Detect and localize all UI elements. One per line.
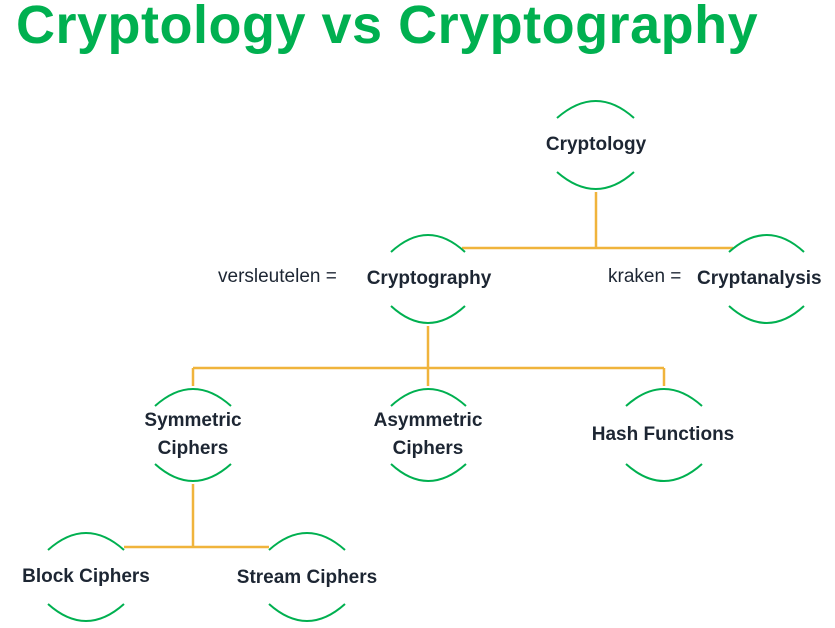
node-cryptology: Cryptology: [545, 134, 647, 155]
node-symmetric-line2: Ciphers: [157, 438, 229, 459]
connector-lines: [124, 192, 733, 547]
arc-stream-top: [269, 533, 345, 550]
arc-hash-bottom: [626, 464, 702, 481]
arc-cryptography-bottom: [391, 306, 465, 323]
node-asymmetric-line2: Ciphers: [392, 438, 464, 459]
arc-asymmetric-top: [391, 389, 466, 406]
prefix-kraken: kraken =: [608, 266, 682, 287]
arc-hash-top: [626, 389, 702, 406]
arc-block-bottom: [48, 604, 124, 621]
node-asymmetric-line1: Asymmetric: [373, 410, 483, 431]
arc-block-top: [48, 533, 124, 550]
page-title: Cryptology vs Cryptography: [16, 0, 759, 55]
node-asymmetric-ciphers: [338, 407, 518, 463]
node-symmetric-line1: Symmetric: [144, 410, 242, 431]
arc-symmetric-bottom: [155, 464, 231, 481]
arc-stream-bottom: [269, 604, 345, 621]
arc-cryptology-bottom: [557, 172, 634, 189]
arc-cryptanalysis-top: [729, 235, 804, 252]
node-cryptanalysis: Cryptanalysis: [697, 268, 822, 289]
node-hash-functions: Hash Functions: [591, 424, 735, 445]
arc-cryptography-top: [391, 235, 465, 252]
arc-cryptanalysis-bottom: [729, 306, 804, 323]
arc-cryptology-top: [557, 101, 634, 118]
node-symmetric-ciphers: [103, 407, 283, 463]
arc-asymmetric-bottom: [391, 464, 466, 481]
node-arcs: [48, 101, 804, 621]
node-stream-ciphers: Stream Ciphers: [236, 567, 378, 588]
node-block-ciphers: Block Ciphers: [22, 566, 150, 587]
node-cryptography: Cryptography: [366, 268, 492, 289]
arc-symmetric-top: [155, 389, 231, 406]
prefix-versleutelen: versleutelen =: [218, 266, 337, 287]
